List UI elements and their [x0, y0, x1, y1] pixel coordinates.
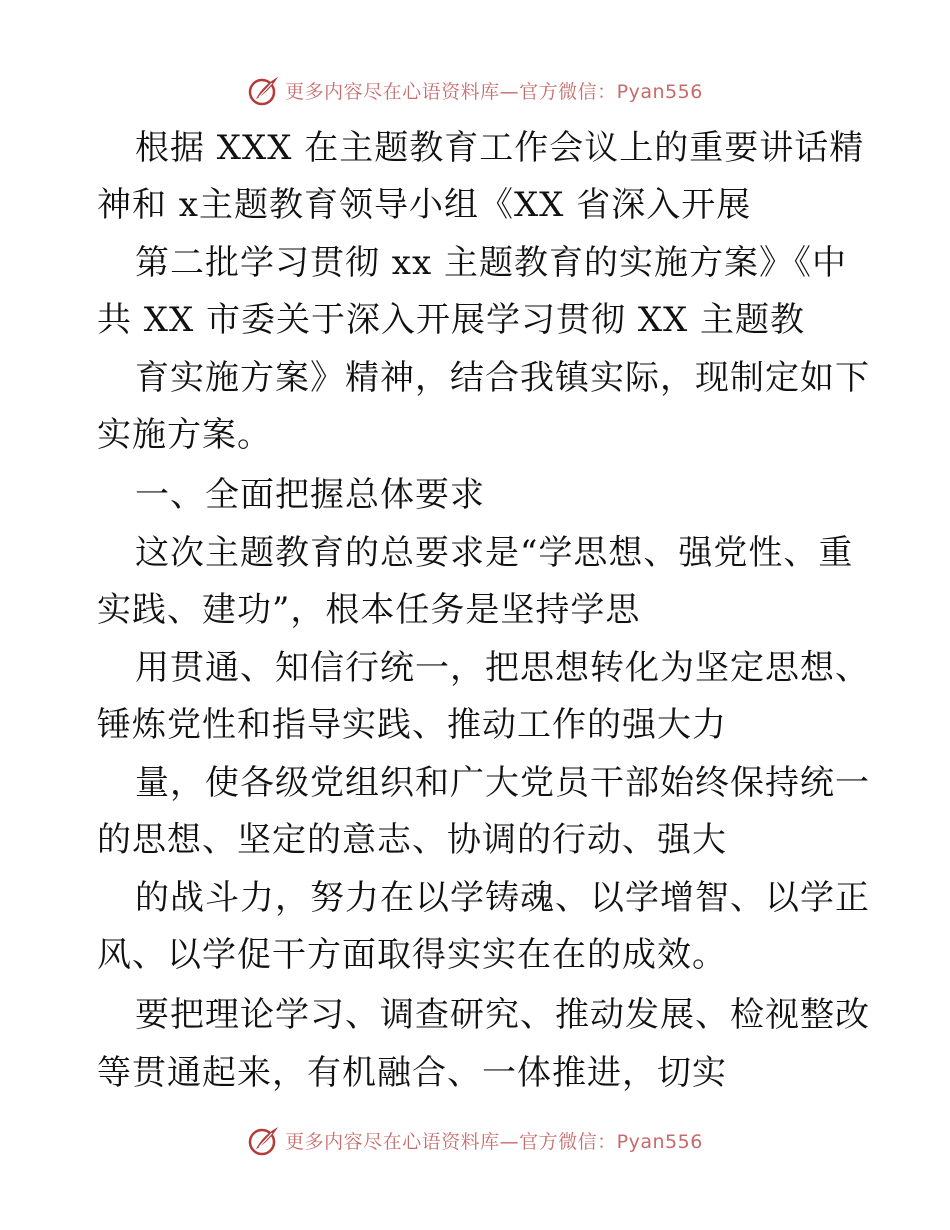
paragraph-line: 用贯通、知信行统一，把思想转化为坚定思想、 — [135, 648, 870, 688]
paragraph-line: 等贯通起来，有机融合、一体推进，切实 — [97, 1053, 727, 1093]
paragraph-line: 风、以学促干方面取得实实在在的成效。 — [97, 935, 727, 975]
paragraph-line: 这次主题教育的总要求是“学思想、强党性、重 — [135, 533, 854, 573]
header-watermark — [0, 70, 950, 110]
footer-watermark — [0, 1120, 950, 1160]
paragraph-line: 第二批学习贯彻 xx 主题教育的实施方案》《中 — [135, 243, 847, 283]
paragraph-line: 锤炼党性和指导实践、推动工作的强大力 — [97, 705, 727, 745]
feather-logo-icon — [247, 1123, 281, 1157]
paragraph-line: 实践、建功”，根本任务是坚持学思 — [97, 590, 641, 630]
paragraph-line: 根据 XXX 在主题教育工作会议上的重要讲话精 — [135, 128, 865, 168]
watermark-text: 更多内容尽在心语资料库—官方微信：Pyan556 — [285, 1130, 703, 1153]
paragraph-line: 共 XX 市委关于深入开展学习贯彻 XX 主题教 — [97, 300, 806, 340]
paragraph-line: 的思想、坚定的意志、协调的行动、强大 — [97, 820, 727, 860]
watermark-text: 更多内容尽在心语资料库—官方微信：Pyan556 — [285, 80, 703, 103]
section-heading: 一、全面把握总体要求 — [135, 475, 485, 515]
paragraph-line: 要把理论学习、调查研究、推动发展、检视整改 — [135, 995, 870, 1035]
paragraph-line: 育实施方案》精神，结合我镇实际，现制定如下 — [135, 358, 870, 398]
paragraph-line: 神和 x主题教育领导小组《XX 省深入开展 — [97, 185, 752, 225]
paragraph-line: 实施方案。 — [97, 415, 272, 455]
paragraph-line: 的战斗力，努力在以学铸魂、以学增智、以学正 — [135, 878, 870, 918]
feather-logo-icon — [247, 73, 281, 107]
paragraph-line: 量，使各级党组织和广大党员干部始终保持统一 — [135, 763, 870, 803]
